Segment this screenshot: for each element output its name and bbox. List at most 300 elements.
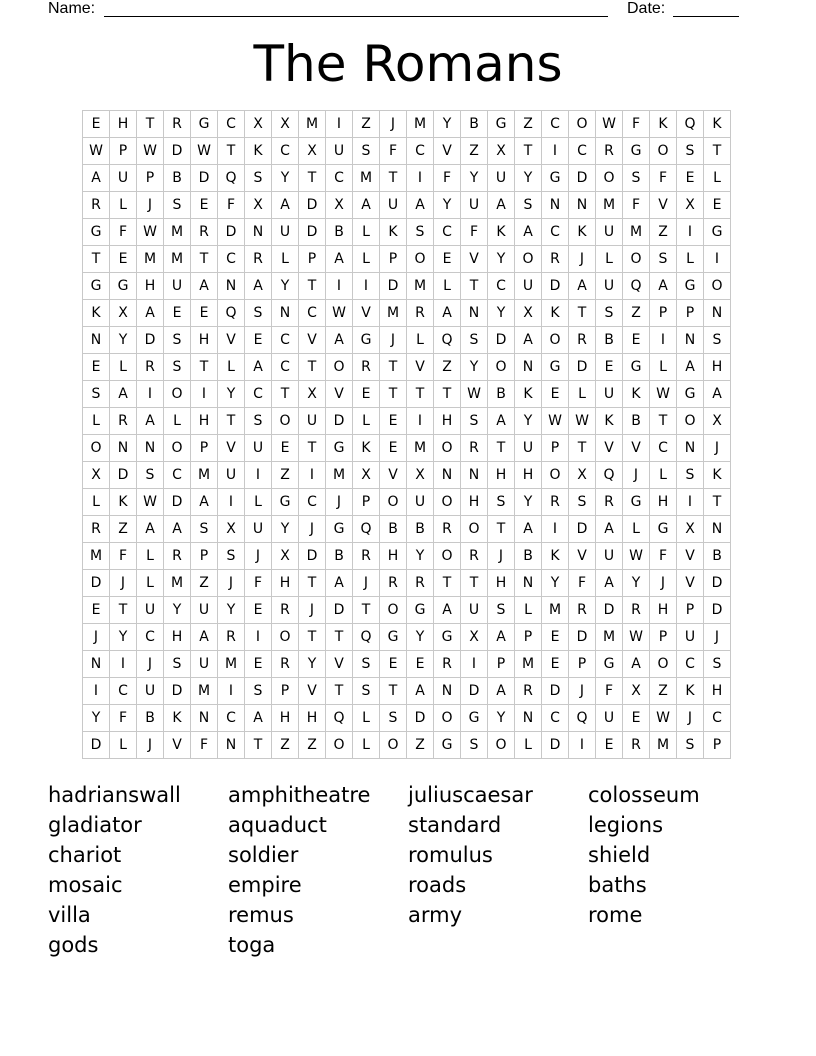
grid-cell[interactable]: C [272,354,299,381]
grid-cell[interactable]: E [110,246,137,273]
grid-cell[interactable]: Z [353,111,380,138]
grid-cell[interactable]: I [542,516,569,543]
grid-cell[interactable]: A [434,300,461,327]
grid-cell[interactable]: R [434,516,461,543]
grid-cell[interactable]: V [677,543,704,570]
grid-cell[interactable]: G [191,111,218,138]
grid-cell[interactable]: A [596,570,623,597]
grid-cell[interactable]: C [488,273,515,300]
grid-cell[interactable]: O [488,732,515,759]
grid-cell[interactable]: O [569,111,596,138]
grid-cell[interactable]: E [704,192,731,219]
grid-cell[interactable]: O [434,543,461,570]
grid-cell[interactable]: J [353,570,380,597]
grid-cell[interactable]: T [326,624,353,651]
grid-cell[interactable]: J [677,705,704,732]
grid-cell[interactable]: V [218,435,245,462]
grid-cell[interactable]: C [434,219,461,246]
grid-cell[interactable]: Q [569,705,596,732]
grid-cell[interactable]: N [569,192,596,219]
grid-cell[interactable]: G [677,381,704,408]
grid-cell[interactable]: L [218,354,245,381]
grid-cell[interactable]: W [623,543,650,570]
grid-cell[interactable]: K [110,489,137,516]
grid-cell[interactable]: O [380,597,407,624]
grid-cell[interactable]: X [272,543,299,570]
grid-cell[interactable]: E [83,354,110,381]
grid-cell[interactable]: A [515,327,542,354]
grid-cell[interactable]: L [137,570,164,597]
grid-cell[interactable]: Q [434,327,461,354]
grid-cell[interactable]: O [380,732,407,759]
grid-cell[interactable]: U [596,543,623,570]
grid-cell[interactable]: C [110,678,137,705]
grid-cell[interactable]: J [488,543,515,570]
grid-cell[interactable]: Q [353,516,380,543]
grid-cell[interactable]: I [542,138,569,165]
grid-cell[interactable]: E [677,165,704,192]
grid-cell[interactable]: V [434,138,461,165]
grid-cell[interactable]: W [542,408,569,435]
grid-cell[interactable]: O [650,138,677,165]
grid-cell[interactable]: Y [434,192,461,219]
grid-cell[interactable]: Y [488,705,515,732]
grid-cell[interactable]: T [434,381,461,408]
grid-cell[interactable]: A [488,678,515,705]
grid-cell[interactable]: I [353,273,380,300]
grid-cell[interactable]: R [407,300,434,327]
grid-cell[interactable]: D [704,597,731,624]
grid-cell[interactable]: R [83,516,110,543]
grid-cell[interactable]: U [245,516,272,543]
grid-cell[interactable]: R [191,219,218,246]
grid-cell[interactable]: T [245,732,272,759]
grid-cell[interactable]: C [326,165,353,192]
grid-cell[interactable]: L [650,354,677,381]
grid-cell[interactable]: I [407,408,434,435]
grid-cell[interactable]: C [164,462,191,489]
grid-cell[interactable]: D [569,516,596,543]
grid-cell[interactable]: Y [407,543,434,570]
grid-cell[interactable]: U [191,597,218,624]
grid-cell[interactable]: R [110,408,137,435]
grid-cell[interactable]: A [326,327,353,354]
grid-cell[interactable]: T [191,354,218,381]
grid-cell[interactable]: D [407,705,434,732]
grid-cell[interactable]: A [488,192,515,219]
grid-cell[interactable]: Y [218,381,245,408]
grid-cell[interactable]: F [461,219,488,246]
grid-cell[interactable]: S [353,138,380,165]
grid-cell[interactable]: Y [272,516,299,543]
grid-cell[interactable]: N [542,192,569,219]
grid-cell[interactable]: D [218,219,245,246]
grid-cell[interactable]: R [272,597,299,624]
grid-cell[interactable]: O [434,435,461,462]
grid-cell[interactable]: W [650,381,677,408]
grid-cell[interactable]: S [650,246,677,273]
grid-cell[interactable]: S [83,381,110,408]
grid-cell[interactable]: S [677,138,704,165]
grid-cell[interactable]: I [137,381,164,408]
grid-cell[interactable]: U [245,435,272,462]
grid-cell[interactable]: L [677,246,704,273]
grid-cell[interactable]: F [110,543,137,570]
grid-cell[interactable]: G [407,597,434,624]
grid-cell[interactable]: Q [677,111,704,138]
grid-cell[interactable]: E [272,435,299,462]
grid-cell[interactable]: H [650,597,677,624]
grid-cell[interactable]: C [407,138,434,165]
grid-cell[interactable]: I [569,732,596,759]
grid-cell[interactable]: Z [272,462,299,489]
grid-cell[interactable]: V [596,435,623,462]
grid-cell[interactable]: D [542,678,569,705]
grid-cell[interactable]: S [461,327,488,354]
grid-cell[interactable]: Q [353,624,380,651]
grid-cell[interactable]: S [596,300,623,327]
grid-cell[interactable]: A [83,165,110,192]
grid-cell[interactable]: J [299,516,326,543]
grid-cell[interactable]: T [434,570,461,597]
grid-cell[interactable]: D [191,165,218,192]
grid-cell[interactable]: Y [164,597,191,624]
grid-cell[interactable]: T [191,246,218,273]
grid-cell[interactable]: I [245,624,272,651]
grid-cell[interactable]: N [218,273,245,300]
grid-cell[interactable]: T [299,624,326,651]
grid-cell[interactable]: M [218,651,245,678]
grid-cell[interactable]: O [272,624,299,651]
grid-cell[interactable]: G [353,327,380,354]
grid-cell[interactable]: R [515,678,542,705]
grid-cell[interactable]: F [650,543,677,570]
grid-cell[interactable]: L [164,408,191,435]
grid-cell[interactable]: O [542,327,569,354]
grid-cell[interactable]: P [191,435,218,462]
grid-cell[interactable]: T [380,678,407,705]
grid-cell[interactable]: C [704,705,731,732]
grid-cell[interactable]: M [380,300,407,327]
grid-cell[interactable]: E [83,111,110,138]
grid-cell[interactable]: R [218,624,245,651]
grid-cell[interactable]: C [677,651,704,678]
grid-cell[interactable]: T [515,138,542,165]
grid-cell[interactable]: G [623,489,650,516]
grid-cell[interactable]: J [380,327,407,354]
grid-cell[interactable]: N [218,732,245,759]
grid-cell[interactable]: J [704,624,731,651]
grid-cell[interactable]: S [677,732,704,759]
grid-cell[interactable]: T [380,165,407,192]
grid-cell[interactable]: Q [218,300,245,327]
grid-cell[interactable]: K [542,543,569,570]
grid-cell[interactable]: D [164,678,191,705]
grid-cell[interactable]: Z [191,570,218,597]
grid-cell[interactable]: O [596,165,623,192]
grid-cell[interactable]: O [650,651,677,678]
grid-cell[interactable]: Z [299,732,326,759]
grid-cell[interactable]: S [704,651,731,678]
grid-cell[interactable]: U [137,597,164,624]
grid-cell[interactable]: I [326,273,353,300]
grid-cell[interactable]: X [461,624,488,651]
grid-cell[interactable]: E [353,381,380,408]
grid-cell[interactable]: C [218,705,245,732]
grid-cell[interactable]: M [191,678,218,705]
grid-cell[interactable]: I [218,678,245,705]
grid-cell[interactable]: O [407,246,434,273]
grid-cell[interactable]: H [650,489,677,516]
grid-cell[interactable]: S [623,165,650,192]
grid-cell[interactable]: C [542,705,569,732]
grid-cell[interactable]: N [461,462,488,489]
grid-cell[interactable]: D [380,273,407,300]
grid-cell[interactable]: W [623,624,650,651]
grid-cell[interactable]: Y [272,273,299,300]
grid-cell[interactable]: J [137,192,164,219]
grid-cell[interactable]: N [704,516,731,543]
grid-cell[interactable]: J [704,435,731,462]
grid-cell[interactable]: T [353,597,380,624]
grid-cell[interactable]: L [83,489,110,516]
grid-cell[interactable]: E [380,435,407,462]
grid-cell[interactable]: C [650,435,677,462]
grid-cell[interactable]: O [542,462,569,489]
grid-cell[interactable]: O [488,354,515,381]
grid-cell[interactable]: E [407,651,434,678]
grid-cell[interactable]: M [164,570,191,597]
grid-cell[interactable]: F [434,165,461,192]
grid-cell[interactable]: Y [110,624,137,651]
grid-cell[interactable]: B [596,327,623,354]
grid-cell[interactable]: E [380,408,407,435]
grid-cell[interactable]: P [704,732,731,759]
grid-cell[interactable]: J [569,246,596,273]
grid-cell[interactable]: G [650,516,677,543]
grid-cell[interactable]: G [542,165,569,192]
grid-cell[interactable]: G [272,489,299,516]
grid-cell[interactable]: H [515,462,542,489]
grid-cell[interactable]: T [650,408,677,435]
grid-cell[interactable]: Y [488,246,515,273]
grid-cell[interactable]: R [461,543,488,570]
grid-cell[interactable]: N [704,300,731,327]
grid-cell[interactable]: A [677,354,704,381]
grid-cell[interactable]: H [434,408,461,435]
grid-cell[interactable]: U [515,435,542,462]
grid-cell[interactable]: L [272,246,299,273]
grid-cell[interactable]: B [488,381,515,408]
grid-cell[interactable]: X [83,462,110,489]
grid-cell[interactable]: E [542,381,569,408]
grid-cell[interactable]: P [650,624,677,651]
grid-cell[interactable]: R [623,597,650,624]
grid-cell[interactable]: D [488,327,515,354]
grid-cell[interactable]: K [704,111,731,138]
grid-cell[interactable]: J [650,570,677,597]
grid-cell[interactable]: M [407,435,434,462]
grid-cell[interactable]: G [623,354,650,381]
grid-cell[interactable]: N [245,219,272,246]
grid-cell[interactable]: E [245,327,272,354]
name-field[interactable] [104,0,608,17]
grid-cell[interactable]: P [677,597,704,624]
grid-cell[interactable]: K [515,381,542,408]
grid-cell[interactable]: F [569,570,596,597]
grid-cell[interactable]: X [245,192,272,219]
grid-cell[interactable]: S [245,678,272,705]
grid-cell[interactable]: D [704,570,731,597]
grid-cell[interactable]: U [596,273,623,300]
grid-cell[interactable]: Q [596,462,623,489]
grid-cell[interactable]: G [110,273,137,300]
grid-cell[interactable]: T [407,381,434,408]
grid-cell[interactable]: T [110,597,137,624]
grid-cell[interactable]: W [650,705,677,732]
grid-cell[interactable]: X [515,300,542,327]
grid-cell[interactable]: K [83,300,110,327]
grid-cell[interactable]: G [83,219,110,246]
grid-cell[interactable]: N [515,570,542,597]
grid-cell[interactable]: P [569,651,596,678]
grid-cell[interactable]: K [164,705,191,732]
grid-cell[interactable]: U [164,273,191,300]
grid-cell[interactable]: N [677,327,704,354]
grid-cell[interactable]: K [353,435,380,462]
grid-cell[interactable]: T [704,138,731,165]
grid-cell[interactable]: R [596,489,623,516]
grid-cell[interactable]: M [299,111,326,138]
grid-cell[interactable]: Z [110,516,137,543]
grid-cell[interactable]: E [245,597,272,624]
grid-cell[interactable]: V [299,327,326,354]
grid-cell[interactable]: U [218,462,245,489]
grid-cell[interactable]: L [137,543,164,570]
grid-cell[interactable]: O [326,732,353,759]
grid-cell[interactable]: I [110,651,137,678]
grid-cell[interactable]: J [218,570,245,597]
grid-cell[interactable]: A [326,246,353,273]
grid-cell[interactable]: Z [434,354,461,381]
grid-cell[interactable]: G [542,354,569,381]
grid-cell[interactable]: T [488,435,515,462]
grid-cell[interactable]: H [137,273,164,300]
grid-cell[interactable]: A [326,570,353,597]
grid-cell[interactable]: A [407,192,434,219]
grid-cell[interactable]: A [137,300,164,327]
grid-cell[interactable]: D [110,462,137,489]
grid-cell[interactable]: L [650,462,677,489]
grid-cell[interactable]: F [110,219,137,246]
grid-cell[interactable]: M [164,219,191,246]
grid-cell[interactable]: Q [218,165,245,192]
grid-cell[interactable]: Y [461,165,488,192]
grid-cell[interactable]: A [137,516,164,543]
grid-cell[interactable]: I [677,219,704,246]
grid-cell[interactable]: L [83,408,110,435]
grid-cell[interactable]: C [542,219,569,246]
grid-cell[interactable]: P [542,435,569,462]
grid-cell[interactable]: I [704,246,731,273]
grid-cell[interactable]: I [245,462,272,489]
grid-cell[interactable]: X [299,138,326,165]
grid-cell[interactable]: H [704,678,731,705]
grid-cell[interactable]: J [137,732,164,759]
grid-cell[interactable]: X [569,462,596,489]
grid-cell[interactable]: I [677,489,704,516]
grid-cell[interactable]: D [299,192,326,219]
grid-cell[interactable]: N [110,435,137,462]
grid-cell[interactable]: Y [83,705,110,732]
grid-cell[interactable]: O [623,246,650,273]
grid-cell[interactable]: G [83,273,110,300]
grid-cell[interactable]: F [191,732,218,759]
grid-cell[interactable]: B [407,516,434,543]
grid-cell[interactable]: Y [299,651,326,678]
grid-cell[interactable]: G [326,516,353,543]
grid-cell[interactable]: P [353,489,380,516]
grid-cell[interactable]: E [191,300,218,327]
grid-cell[interactable]: M [596,624,623,651]
grid-cell[interactable]: P [380,246,407,273]
grid-cell[interactable]: S [488,597,515,624]
grid-cell[interactable]: X [704,408,731,435]
grid-cell[interactable]: N [434,678,461,705]
grid-cell[interactable]: N [515,705,542,732]
grid-cell[interactable]: D [164,138,191,165]
grid-cell[interactable]: S [461,408,488,435]
grid-cell[interactable]: D [299,543,326,570]
grid-cell[interactable]: N [272,300,299,327]
grid-cell[interactable]: C [272,327,299,354]
grid-cell[interactable]: H [272,705,299,732]
grid-cell[interactable]: W [326,300,353,327]
grid-cell[interactable]: R [353,543,380,570]
grid-cell[interactable]: R [461,435,488,462]
grid-cell[interactable]: O [326,354,353,381]
grid-cell[interactable]: N [461,300,488,327]
grid-cell[interactable]: H [380,543,407,570]
grid-cell[interactable]: R [164,543,191,570]
grid-cell[interactable]: U [137,678,164,705]
grid-cell[interactable]: M [164,246,191,273]
grid-cell[interactable]: E [380,651,407,678]
grid-cell[interactable]: U [272,219,299,246]
grid-cell[interactable]: K [245,138,272,165]
grid-cell[interactable]: J [245,543,272,570]
grid-cell[interactable]: C [542,111,569,138]
grid-cell[interactable]: L [434,273,461,300]
grid-cell[interactable]: Z [515,111,542,138]
grid-cell[interactable]: L [569,381,596,408]
grid-cell[interactable]: Q [623,273,650,300]
grid-cell[interactable]: V [677,570,704,597]
grid-cell[interactable]: R [434,651,461,678]
grid-cell[interactable]: V [299,678,326,705]
grid-cell[interactable]: Y [461,354,488,381]
grid-cell[interactable]: M [623,219,650,246]
grid-cell[interactable]: T [83,246,110,273]
grid-cell[interactable]: D [326,597,353,624]
grid-cell[interactable]: C [272,138,299,165]
grid-cell[interactable]: G [380,624,407,651]
grid-cell[interactable]: N [677,435,704,462]
grid-cell[interactable]: T [326,678,353,705]
grid-cell[interactable]: B [380,516,407,543]
grid-cell[interactable]: U [596,219,623,246]
grid-cell[interactable]: R [164,111,191,138]
